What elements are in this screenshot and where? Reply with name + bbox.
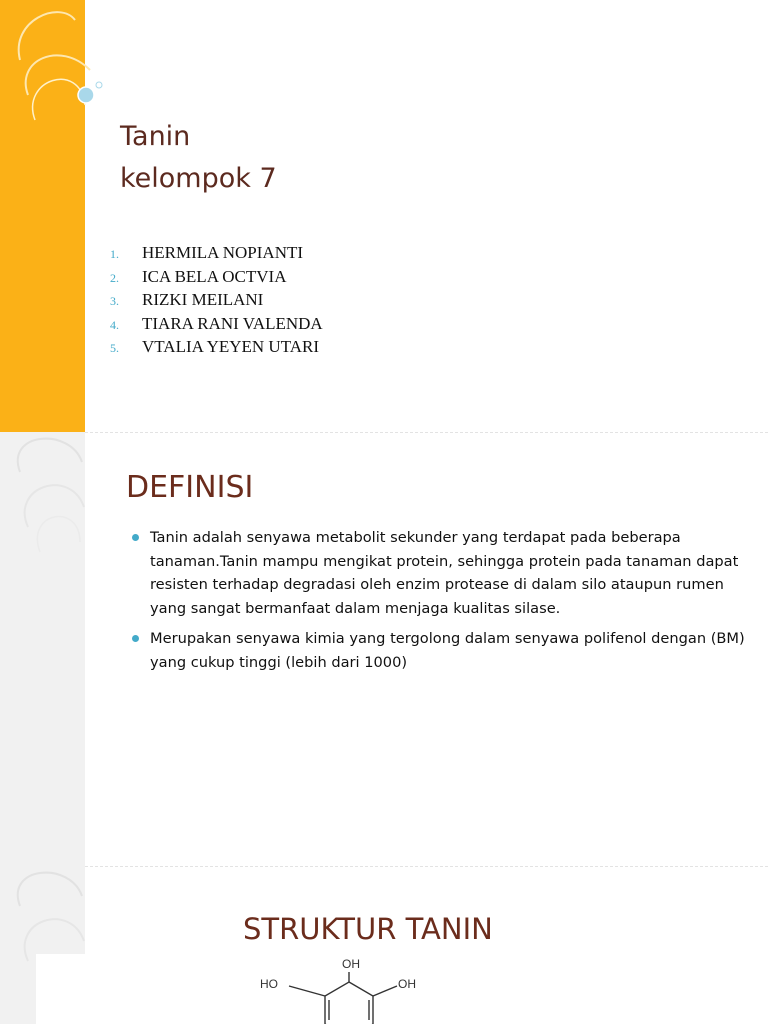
member-name: HERMILA NOPIANTI: [142, 243, 304, 262]
slide-struktur: [0, 866, 768, 1024]
bullet-text: Merupakan senyawa kimia yang tergolong dalam senyawa polifenol dengan (BM) yang cukup tinggi (lebih dari 1000): [150, 630, 745, 671]
member-item: [110, 267, 323, 291]
slide-definisi: [0, 432, 768, 866]
member-number: 4.: [110, 317, 119, 332]
swirl-decoration: [0, 0, 130, 432]
molecule-label-right: OH: [398, 977, 416, 991]
member-item: [110, 337, 323, 361]
member-name: VTALIA YEYEN UTARI: [142, 337, 320, 356]
definisi-heading: DEFINISI: [126, 470, 254, 505]
swirl-decoration: [0, 432, 85, 866]
member-item: [110, 290, 323, 314]
member-number: 1.: [110, 247, 119, 261]
slide-divider: [85, 866, 768, 868]
bullet-dot-icon: [132, 534, 139, 541]
member-item: [110, 243, 323, 267]
member-item: [110, 314, 323, 338]
molecule-label-top: OH: [342, 957, 360, 971]
member-number: 3.: [110, 294, 119, 308]
slide-title-heading: [120, 116, 277, 200]
slide-divider: [85, 432, 768, 434]
definisi-bullets: [128, 526, 748, 681]
bullet-item: [128, 526, 748, 620]
member-number: 2.: [110, 270, 119, 285]
pyrogallol-structure-image: [255, 952, 435, 1024]
bullet-item: [128, 627, 748, 674]
bullet-dot-icon: [132, 635, 139, 642]
benzene-ring: [289, 972, 397, 1024]
member-number: 5.: [110, 341, 119, 355]
member-list: [110, 243, 323, 361]
member-name: RIZKI MEILANI: [142, 290, 264, 309]
struktur-heading: STRUKTUR TANIN: [243, 912, 493, 946]
member-name: TIARA RANI VALENDA: [142, 313, 323, 333]
title-line-1: Tanin: [120, 121, 191, 152]
title-line-2: kelompok 7: [120, 163, 277, 194]
bullet-text: Tanin adalah senyawa metabolit sekunder yang terdapat pada beberapa tanaman.Tanin mampu mengikat protein, sehingga protein pada tanaman dapat resisten terhadap degradasi oleh enzim protease di dalam silo ataupun rumen yang sangat bermanfaat dalam menjaga kualitas silase.: [150, 529, 739, 617]
member-name: ICA BELA OCTVIA: [142, 266, 287, 286]
molecule-label-left: HO: [260, 977, 278, 991]
slide-title: [0, 0, 768, 432]
white-overlay: [36, 954, 96, 1024]
